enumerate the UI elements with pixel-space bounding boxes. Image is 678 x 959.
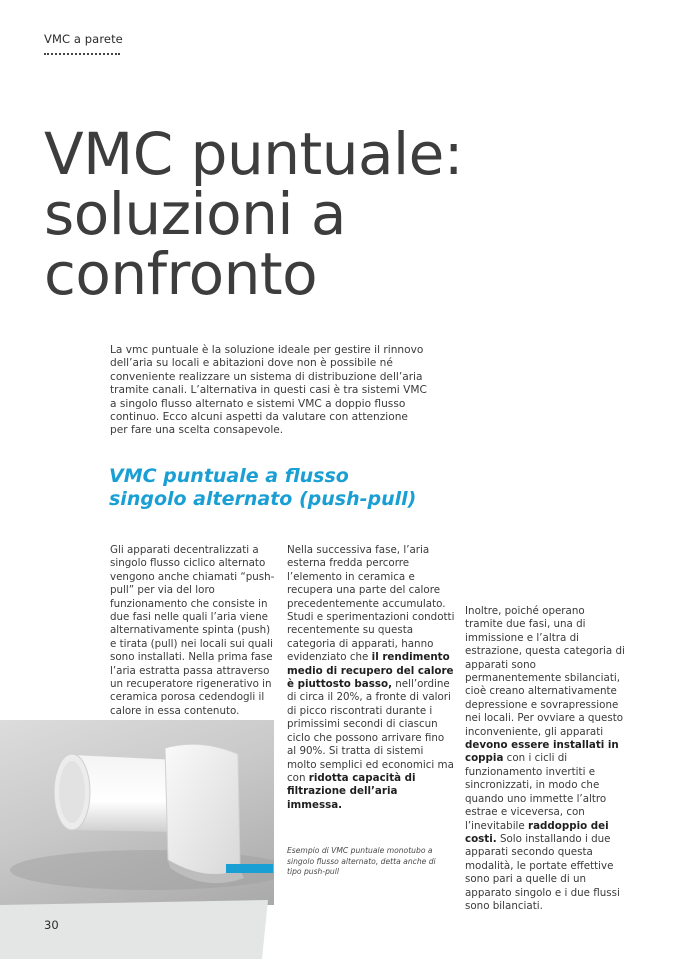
caption-accent-bar [226, 864, 273, 873]
title-line: confronto [44, 240, 318, 308]
body-bold-text: il rendimento medio di recupero del calore è piuttosto basso, [287, 651, 454, 691]
subtitle-line: singolo alternato (push-pull) [109, 487, 417, 510]
body-column-2 [287, 544, 455, 812]
body-text: Inoltre, poiché operano tramite due fasi, una di immissione e l’altra di estrazione, questa categoria di apparati sono permanentemente sbilanciati, cioè creano alternativamente depressione e sovrapressione nei locali. Per ovviare a questo inconveniente, gli apparati [465, 605, 625, 738]
footer-shape [0, 900, 678, 959]
footer-band [0, 900, 678, 959]
section-divider [44, 53, 120, 55]
vmc-device-illustration [0, 720, 274, 905]
section-subtitle [109, 465, 439, 510]
body-text: Nella successiva fase, l’aria esterna fredda percorre l’elemento in ceramica e recupera una parte del calore precedentemente accumulato. Studi e sperimentazioni condotti recentemente su questa categoria di apparati, hanno evidenziato che [287, 544, 455, 664]
figure-caption: Esempio di VMC puntuale monotubo a singolo flusso alternato, detta anche di tipo push-pull [287, 846, 436, 877]
title-line: VMC puntuale: [44, 120, 463, 188]
page-number: 30 [44, 918, 59, 932]
body-bold-text: raddoppio dei costi. [465, 819, 609, 845]
body-bold-text: ridotta capacità di filtrazione dell’aria immessa. [287, 771, 416, 811]
product-photo [0, 720, 274, 905]
body-text: Solo installando i due apparati secondo questa modalità, le portate effettive sono pari a quelle di un apparato singolo e i due flussi sono bilanciati. [465, 832, 620, 912]
subtitle-line: VMC puntuale a flusso [109, 465, 349, 487]
body-text: con i cicli di funzionamento invertiti e sincronizzati, in modo che quando uno immette l’altro estrae e viceversa, con l’inevitabile [465, 752, 607, 832]
page-title [44, 120, 564, 308]
body-text: nell’ordine di circa il 20%, a fronte di valori di picco riscontrati durante i primissimi secondi di ciascun ciclo che possono arrivare fino al 90%. Si tratta di sistemi molto semplici ed economici ma con [287, 678, 454, 784]
section-label: VMC a parete [44, 32, 123, 46]
intro-paragraph: La vmc puntuale è la soluzione ideale per gestire il rinnovo dell’aria su locali e abitazioni dove non è possibile né conveniente realizzare un sistema di distribuzione dell’aria tramite canali. L’alternativa in questi casi è tra sistemi VMC a singolo flusso alternato e sistemi VMC a doppio flusso continuo. Ecco alcuni aspetti da valutare con attenzione per fare una scelta consapevole. [110, 344, 427, 437]
title-line: soluzioni a [44, 180, 346, 248]
body-bold-text: devono essere installati in coppia [465, 739, 619, 765]
body-column-3 [465, 605, 625, 913]
body-column-1: Gli apparati decentralizzati a singolo flusso ciclico alternato vengono anche chiamati “push-pull” per via del loro funzionamento che consiste in due fasi nelle quali l’aria viene alternativamente spinta (push) e tirata (pull) nei locali sui quali sono installati. Nella prima fase l’aria estratta passa attraverso un recuperatore rigenerativo in ceramica porosa cedendogli il calore in essa contenuto. [110, 544, 275, 717]
